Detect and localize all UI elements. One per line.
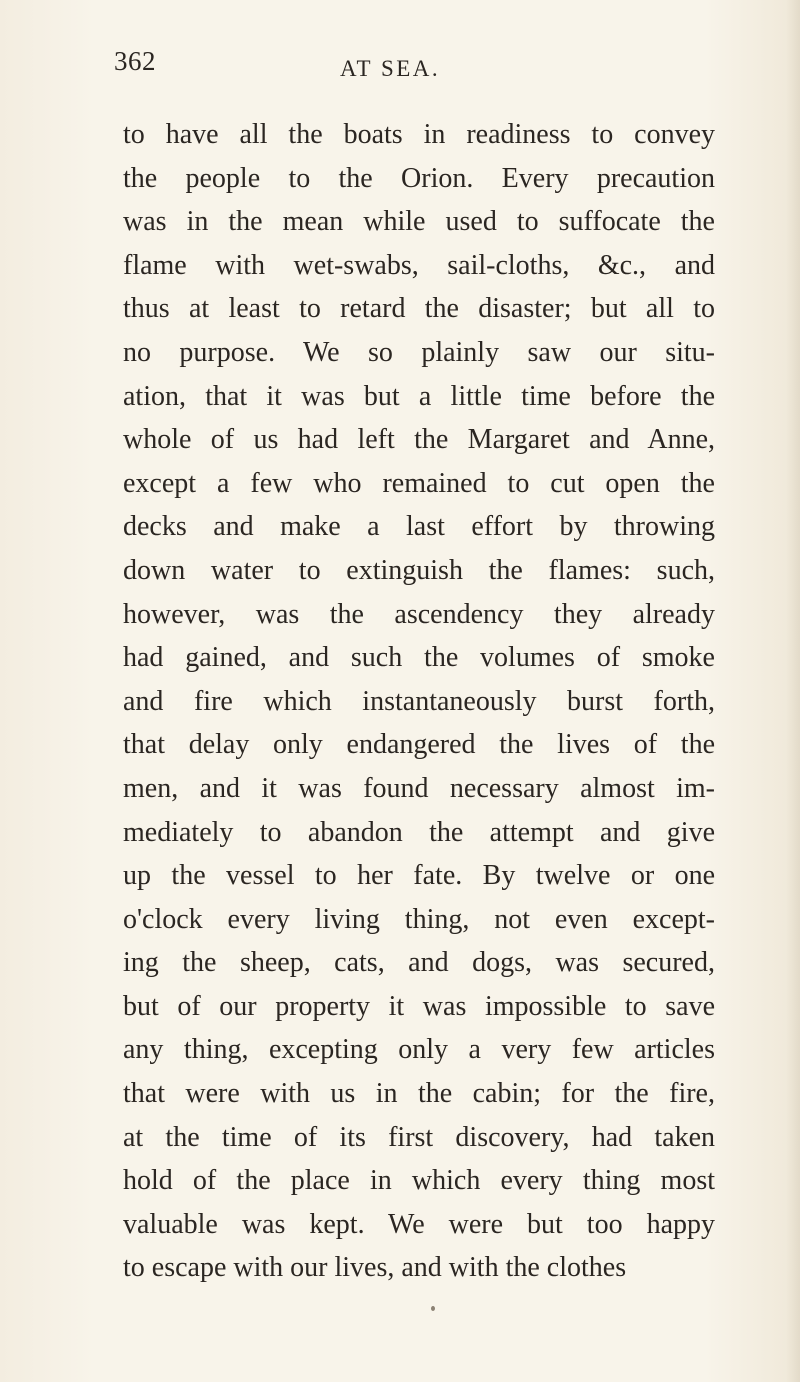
text-line: however, was the ascendency they already (123, 598, 715, 630)
text-line: mediately to abandon the attempt and give (123, 816, 715, 848)
text-line: thus at least to retard the disaster; but all to (123, 293, 715, 325)
page-number: 362 (114, 46, 156, 76)
text-line: whole of us had left the Margaret and Anne, (123, 424, 715, 456)
text-line: that delay only endangered the lives of the (123, 729, 715, 761)
text-line: men, and it was found necessary almost im- (123, 772, 715, 804)
text-line: up the vessel to her fate. By twelve or one (123, 860, 715, 892)
text-line: hold of the place in which every thing most (123, 1165, 715, 1197)
text-line: except a few who remained to cut open the (123, 467, 715, 499)
text-line: any thing, excepting only a very few articles (123, 1034, 715, 1066)
text-line: flame with wet-swabs, sail-cloths, &c., and (123, 249, 715, 281)
text-line: and fire which instantaneously burst forth, (123, 685, 715, 717)
page-edge-shadow (786, 0, 800, 1382)
ink-speck (431, 1306, 435, 1311)
text-line: at the time of its first discovery, had taken (123, 1121, 715, 1153)
text-line: down water to extinguish the flames: such, (123, 554, 715, 586)
body-text (123, 113, 715, 1290)
text-line: to have all the boats in readiness to convey (123, 119, 715, 150)
text-line: but of our property it was impossible to save (123, 990, 715, 1022)
text-line: decks and make a last effort by throwing (123, 511, 715, 543)
text-line: no purpose. We so plainly saw our situ- (123, 336, 715, 368)
text-line: to escape with our lives, and with the clothes (123, 1252, 627, 1284)
text-line: ation, that it was but a little time before the (123, 380, 715, 412)
text-line: valuable was kept. We were but too happy (123, 1208, 715, 1240)
text-line: ing the sheep, cats, and dogs, was secured, (123, 947, 715, 979)
text-line: had gained, and such the volumes of smoke (123, 642, 715, 674)
text-line: was in the mean while used to suffocate the (123, 206, 715, 238)
text-line: that were with us in the cabin; for the fire, (123, 1078, 715, 1110)
text-line: o'clock every living thing, not even except- (123, 903, 715, 935)
text-line: the people to the Orion. Every precaution (123, 162, 715, 194)
running-head: AT SEA. (340, 56, 441, 81)
